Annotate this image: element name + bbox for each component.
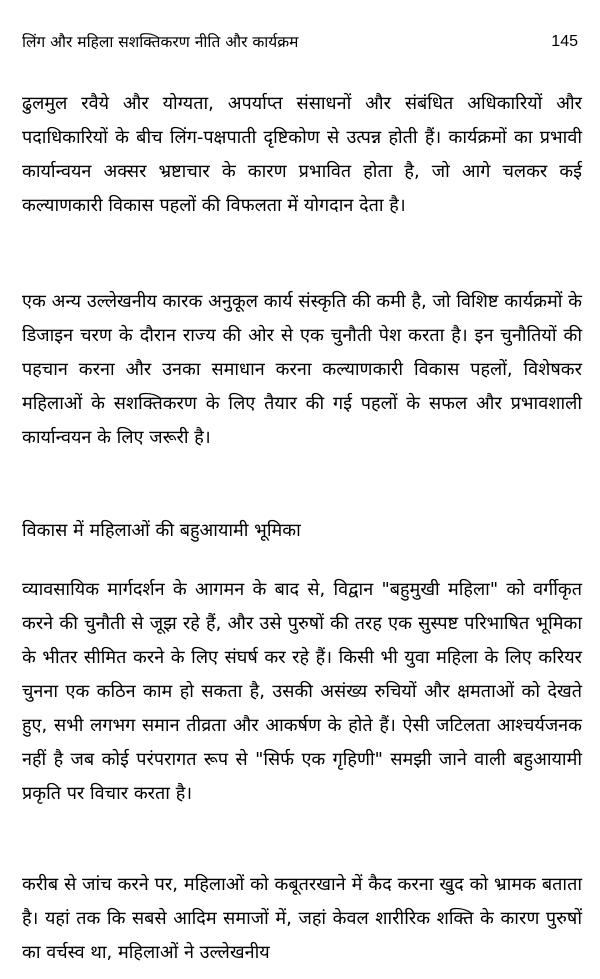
paragraph-4: करीब से जांच करने पर, महिलाओं को कबूतरखाने में कैद करना खुद को भ्रामक बताता है। यहां तक कि सबसे आदिम समाजों में, जहां केवल शारीरिक शक्ति के कारण पुरुषों का वर्चस्व था, महिलाओं ने उल्लेखनीय	[22, 874, 582, 963]
paragraph-2: एक अन्य उल्लेखनीय कारक अनुकूल कार्य संस्कृति की कमी है, जो विशिष्ट कार्यक्रमों के डिजाइन चरण के दौरान राज्य की ओर से एक चुनौती पेश करता है। इन चुनौतियों की पहचान करना और उनका समाधान करना कल्याणकारी विकास पहलों, विशेषकर महिलाओं के सशक्तिकरण के लिए तैयार की गई पहलों के सफल और प्रभावशाली कार्यान्वयन के लिए जरूरी है।	[22, 291, 582, 448]
running-title: लिंग और महिला सशक्तिकरण नीति और कार्यक्रम	[22, 33, 299, 51]
paragraph-3: व्यावसायिक मार्गदर्शन के आगमन के बाद से, विद्वान "बहुमुखी महिला" को वर्गीकृत करने की चुनौती से जूझ रहे हैं, और उसे पुरुषों की तरह एक सुस्पष्ट परिभाषित भूमिका के भीतर सीमित करने के लिए संघर्ष कर रहे हैं। किसी भी युवा महिला के लिए करियर चुनना एक कठिन काम हो सकता है, उसकी असंख्य रुचियों और क्षमताओं को देखते हुए, सभी लगभग समान तीव्रता और आकर्षण के होते हैं। ऐसी जटिलता आश्चर्यजनक नहीं है जब कोई परंपरागत रूप से "सिर्फ एक गृहिणी" समझी जाने वाली बहुआयामी प्रकृति पर विचार करता है।	[22, 579, 582, 804]
running-header	[22, 30, 578, 54]
page-number: 145	[551, 33, 578, 50]
paragraph-1: ढुलमुल रवैये और योग्यता, अपर्याप्त संसाधनों और संबंधित अधिकारियों और पदाधिकारियों के बीच लिंग-पक्षपाती दृष्टिकोण से उत्पन्न होती हैं। कार्यक्रमों का प्रभावी कार्यान्वयन अक्सर भ्रष्टाचार के कारण प्रभावित होता है, जो आगे चलकर कई कल्याणकारी विकास पहलों की विफलता में योगदान देता है।	[22, 93, 582, 216]
section-heading: विकास में महिलाओं की बहुआयामी भूमिका	[22, 520, 301, 541]
